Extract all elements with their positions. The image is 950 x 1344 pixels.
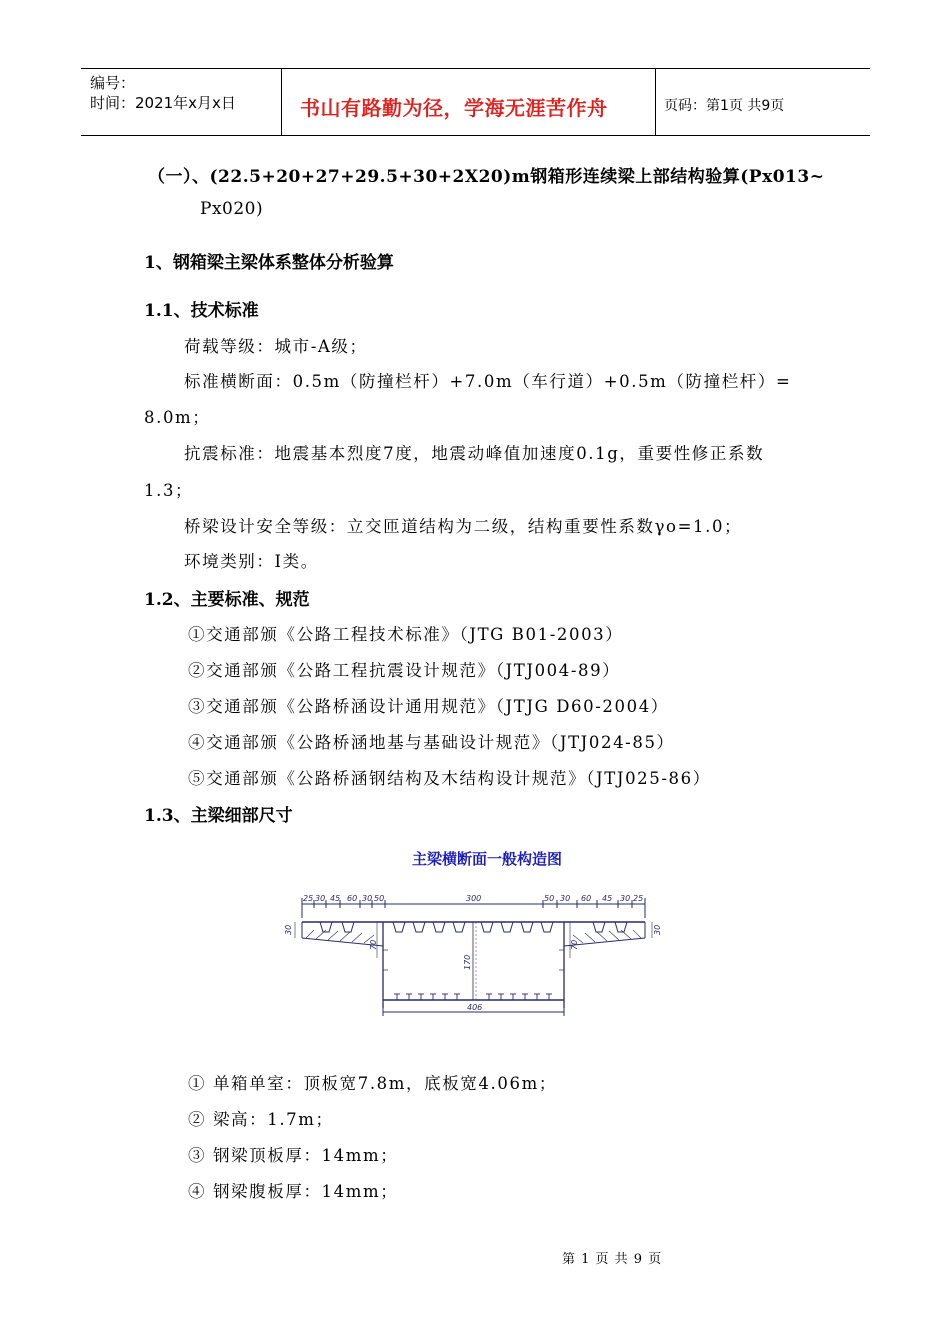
cross-section-line-cont: 8.0m； — [144, 408, 211, 427]
document-title-line1: （一）、(22.5+20+27+29.5+30+2X20)m钢箱形连续梁上部结构验算(Px013~ — [148, 167, 825, 187]
dim-label: 30 — [315, 894, 326, 903]
girder-cross-section-drawing — [280, 888, 670, 1020]
girder-detail-item: ② 梁高：1.7m； — [188, 1110, 334, 1129]
section-1-1-heading: 1.1、技术标准 — [144, 301, 259, 321]
safety-grade-line: 桥梁设计安全等级：立交匝道结构为二级，结构重要性系数γo=1.0； — [184, 517, 743, 536]
standard-item: ③交通部颁《公路桥涵设计通用规范》（JTJG D60-2004） — [188, 697, 669, 716]
web-stiffeners — [383, 950, 564, 970]
header-top-rule — [81, 68, 870, 69]
header-divider-1 — [281, 68, 282, 136]
dim-label: 50 — [374, 894, 385, 903]
u-rib — [453, 922, 465, 932]
cross-section-line: 标准横断面：0.5m（防撞栏杆）+7.0m（车行道）+0.5m（防撞栏杆）= — [184, 372, 792, 391]
u-rib — [320, 922, 332, 932]
dim-label: 406 — [467, 1003, 483, 1012]
u-rib — [413, 922, 425, 932]
dim-label: 25 — [633, 894, 644, 903]
dim-label: 30 — [620, 894, 631, 903]
dim-label: 50 — [544, 894, 555, 903]
cantilever-hatching — [306, 930, 641, 943]
dim-label: 170 — [463, 954, 472, 970]
section-1-3-heading: 1.3、主梁细部尺寸 — [144, 806, 293, 826]
dim-label: 30 — [653, 924, 662, 935]
dim-label: 60 — [347, 894, 358, 903]
u-rib — [393, 922, 405, 932]
dim-label: 45 — [602, 894, 613, 903]
u-rib — [342, 922, 354, 932]
section-1-2-heading: 1.2、主要标准、规范 — [144, 590, 310, 610]
load-grade-line: 荷载等级：城市-A级； — [184, 337, 368, 356]
girder-detail-item: ③ 钢梁顶板厚：14mm； — [188, 1146, 399, 1165]
girder-detail-item: ① 单箱单室：顶板宽7.8m，底板宽4.06m； — [188, 1074, 557, 1093]
u-rib — [521, 922, 533, 932]
dim-label: 70 — [570, 939, 579, 950]
standard-item: ②交通部颁《公路工程抗震设计规范》（JTJ004-89） — [188, 661, 621, 680]
section-1-heading: 1、钢箱梁主梁体系整体分析验算 — [144, 253, 394, 273]
u-rib — [481, 922, 493, 932]
dim-label: 60 — [581, 894, 592, 903]
dim-label: 25 — [303, 894, 314, 903]
figure-title: 主梁横断面一般构造图 — [412, 850, 563, 868]
u-rib — [433, 922, 445, 932]
header-motto: 书山有路勤为径，学海无涯苦作舟 — [300, 96, 608, 120]
header-bottom-rule — [81, 135, 870, 136]
dim-label: 30 — [284, 924, 293, 935]
dim-label: 45 — [330, 894, 341, 903]
dim-label: 30 — [560, 894, 571, 903]
header-divider-2 — [655, 68, 656, 136]
seismic-line-cont: 1.3； — [144, 481, 194, 500]
dim-label: 30 — [362, 894, 373, 903]
standard-item: ④交通部颁《公路桥涵地基与基础设计规范》（JTJ024-85） — [188, 733, 675, 752]
standard-item: ⑤交通部颁《公路桥涵钢结构及木结构设计规范》（JTJ025-86） — [188, 769, 711, 788]
u-rib — [541, 922, 553, 932]
standard-item: ①交通部颁《公路工程技术标准》（JTG B01-2003） — [188, 625, 624, 644]
header-page-info: 页码：第1页 共9页 — [664, 98, 785, 114]
environment-line: 环境类别：I类。 — [184, 552, 319, 571]
seismic-line: 抗震标准：地震基本烈度7度，地震动峰值加速度0.1g，重要性修正系数 — [184, 444, 765, 463]
girder-detail-item: ④ 钢梁腹板厚：14mm； — [188, 1182, 399, 1201]
document-time-label: 时间：2021年x月x日 — [90, 94, 236, 112]
u-rib — [593, 922, 605, 932]
dim-label: 70 — [369, 939, 378, 950]
u-rib — [615, 922, 627, 932]
dim-label: 300 — [466, 894, 482, 903]
document-number-label: 编号： — [90, 74, 136, 92]
u-rib — [501, 922, 513, 932]
document-title-line2: Px020) — [200, 199, 264, 219]
page-footer: 第 1 页 共 9 页 — [562, 1252, 663, 1267]
